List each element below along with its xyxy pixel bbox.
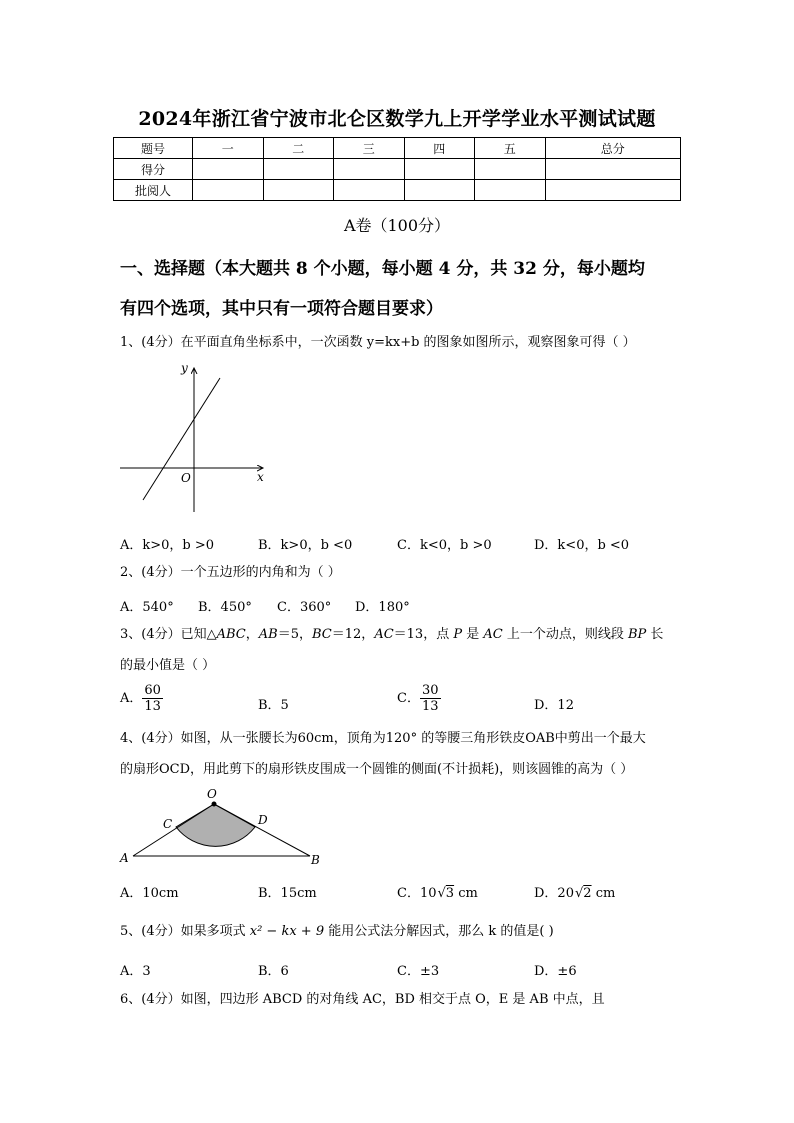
label-b: B bbox=[311, 853, 320, 867]
question-4-line2: 的扇形OCD，用此剪下的扇形铁皮围成一个圆锥的侧面(不计损耗)，则该圆锥的高为（ ） bbox=[120, 762, 634, 777]
q3-text-part: ＝5， bbox=[277, 627, 313, 642]
fraction-numerator: 30 bbox=[421, 683, 439, 698]
q2-option-d: D．180° bbox=[355, 600, 410, 615]
q5-text-post: 能用公式法分解因式，那么 k 的值是( ) bbox=[324, 924, 554, 939]
score-cell bbox=[404, 159, 475, 180]
q5-expression: x² − kx + 9 bbox=[249, 924, 325, 939]
section-juan-heading: A卷（100分） bbox=[343, 216, 451, 235]
score-cell bbox=[334, 159, 405, 180]
score-header-cell: 题号 bbox=[114, 138, 193, 159]
q3-option-d: D．12 bbox=[534, 698, 574, 713]
q4-option-c-radicand: 3 bbox=[445, 886, 455, 901]
q3-text-part: 长 bbox=[646, 627, 664, 642]
score-row-label: 批阅人 bbox=[114, 180, 193, 201]
exam-title: 2024年浙江省宁波市北仑区数学九上开学学业水平测试试题 bbox=[138, 108, 656, 130]
q4-option-c-unit: cm bbox=[458, 886, 478, 901]
score-cell bbox=[475, 180, 546, 201]
q3-text-part: ＝12， bbox=[331, 627, 375, 642]
q3-text-part: ＝13，点 bbox=[393, 627, 454, 642]
question-3-line2: 的最小值是（ ） bbox=[120, 658, 216, 673]
score-cell bbox=[193, 159, 264, 180]
q3-option-c-fraction bbox=[420, 683, 441, 714]
question-3-line1: 3、(4分）已知△ABC，AB＝5，BC＝12，AC＝13，点 P 是 AC 上一个动点，则线段 BP 长 bbox=[120, 627, 664, 642]
q2-option-b: B．450° bbox=[198, 600, 252, 615]
score-cell bbox=[475, 159, 546, 180]
q1-option-d: D．k<0，b <0 bbox=[534, 538, 630, 553]
q5-text-pre: 5、(4分）如果多项式 bbox=[120, 924, 250, 939]
label-a: A bbox=[120, 851, 129, 865]
score-cell bbox=[545, 180, 681, 201]
q3-option-a-label: A． bbox=[120, 691, 143, 706]
q3-var: BP bbox=[627, 627, 647, 642]
q4-option-d: D．20√2 cm bbox=[534, 886, 616, 901]
score-header-cell: 四 bbox=[404, 138, 475, 159]
y-axis-label: y bbox=[181, 361, 188, 375]
q4-option-c: C．10√3 cm bbox=[397, 886, 478, 901]
point-o bbox=[212, 802, 217, 807]
q2-option-a: A．540° bbox=[120, 600, 174, 615]
q4-sector-figure bbox=[115, 786, 325, 868]
q3-var: AC bbox=[483, 627, 503, 642]
score-cell bbox=[404, 180, 475, 201]
score-cell bbox=[545, 159, 681, 180]
q3-text-part: 上一个动点，则线段 bbox=[502, 627, 628, 642]
score-row-label: 得分 bbox=[114, 159, 193, 180]
label-d: D bbox=[258, 813, 268, 827]
q3-option-a bbox=[120, 683, 163, 714]
q3-option-c-label: C． bbox=[397, 691, 420, 706]
q3-option-b: B．5 bbox=[258, 698, 289, 713]
origin-label: O bbox=[181, 471, 191, 485]
score-table-row bbox=[114, 159, 681, 180]
q3-text-part: 3、(4分）已知△ bbox=[120, 627, 217, 642]
sector-ocd bbox=[176, 804, 255, 846]
q5-option-a: A．3 bbox=[120, 964, 151, 979]
fraction-numerator: 60 bbox=[144, 683, 161, 698]
q4-option-d-coef: D．20 bbox=[534, 886, 574, 901]
fraction-denominator: 13 bbox=[421, 699, 439, 714]
score-header-cell: 总分 bbox=[545, 138, 681, 159]
question-2-text: 2、(4分）一个五边形的内角和为（ ） bbox=[120, 565, 341, 580]
section1-heading-line2: 有四个选项，其中只有一项符合题目要求） bbox=[120, 299, 443, 319]
q3-var: BC bbox=[312, 627, 332, 642]
q1-linear-graph bbox=[115, 360, 275, 520]
q4-option-b: B．15cm bbox=[258, 886, 317, 901]
question-5-text bbox=[120, 924, 554, 940]
q4-option-d-radicand: 2 bbox=[583, 886, 592, 901]
label-o: O bbox=[207, 787, 217, 801]
q4-option-c-coef: C．10 bbox=[397, 886, 437, 901]
score-cell bbox=[193, 180, 264, 201]
question-6-text: 6、(4分）如图，四边形 ABCD 的对角线 AC，BD 相交于点 O，E 是 AB 中点，且 bbox=[120, 992, 605, 1007]
score-header-cell: 三 bbox=[334, 138, 405, 159]
q1-option-c: C．k<0，b >0 bbox=[397, 538, 492, 553]
score-table-header-row bbox=[114, 138, 681, 159]
score-cell bbox=[263, 159, 334, 180]
question-4-line1: 4、(4分）如图，从一张腰长为60cm，顶角为120° 的等腰三角形铁皮OAB中剪出一个最大 bbox=[120, 731, 646, 746]
q4-option-d-unit: cm bbox=[595, 886, 616, 901]
q1-option-a: A．k>0，b >0 bbox=[120, 538, 215, 553]
score-header-cell: 五 bbox=[475, 138, 546, 159]
q5-option-d: D．±6 bbox=[534, 964, 577, 979]
q4-option-a: A．10cm bbox=[120, 886, 179, 901]
q3-var: ABC bbox=[216, 627, 246, 642]
x-axis-label: x bbox=[257, 470, 264, 484]
score-header-cell: 二 bbox=[263, 138, 334, 159]
fraction-denominator: 13 bbox=[144, 699, 161, 714]
q5-option-b: B．6 bbox=[258, 964, 289, 979]
section1-heading-line1: 一、选择题（本大题共 8 个小题，每小题 4 分，共 32 分，每小题均 bbox=[120, 259, 645, 279]
score-header-cell: 一 bbox=[193, 138, 264, 159]
label-c: C bbox=[163, 817, 173, 831]
q3-option-a-fraction bbox=[142, 683, 163, 714]
q3-var: AC bbox=[374, 627, 394, 642]
q3-option-c bbox=[397, 683, 441, 714]
q2-option-c: C．360° bbox=[277, 600, 332, 615]
q3-text-part: 是 bbox=[462, 627, 484, 642]
question-1-text: 1、(4分）在平面直角坐标系中，一次函数 y=kx+b 的图象如图所示，观察图象可得（ ） bbox=[120, 335, 636, 350]
score-cell bbox=[263, 180, 334, 201]
score-table bbox=[113, 137, 681, 201]
score-table-row bbox=[114, 180, 681, 201]
q5-option-c: C．±3 bbox=[397, 964, 440, 979]
q1-option-b: B．k>0，b <0 bbox=[258, 538, 353, 553]
q3-var: AB bbox=[258, 627, 278, 642]
q3-var: P bbox=[453, 627, 463, 642]
score-cell bbox=[334, 180, 405, 201]
